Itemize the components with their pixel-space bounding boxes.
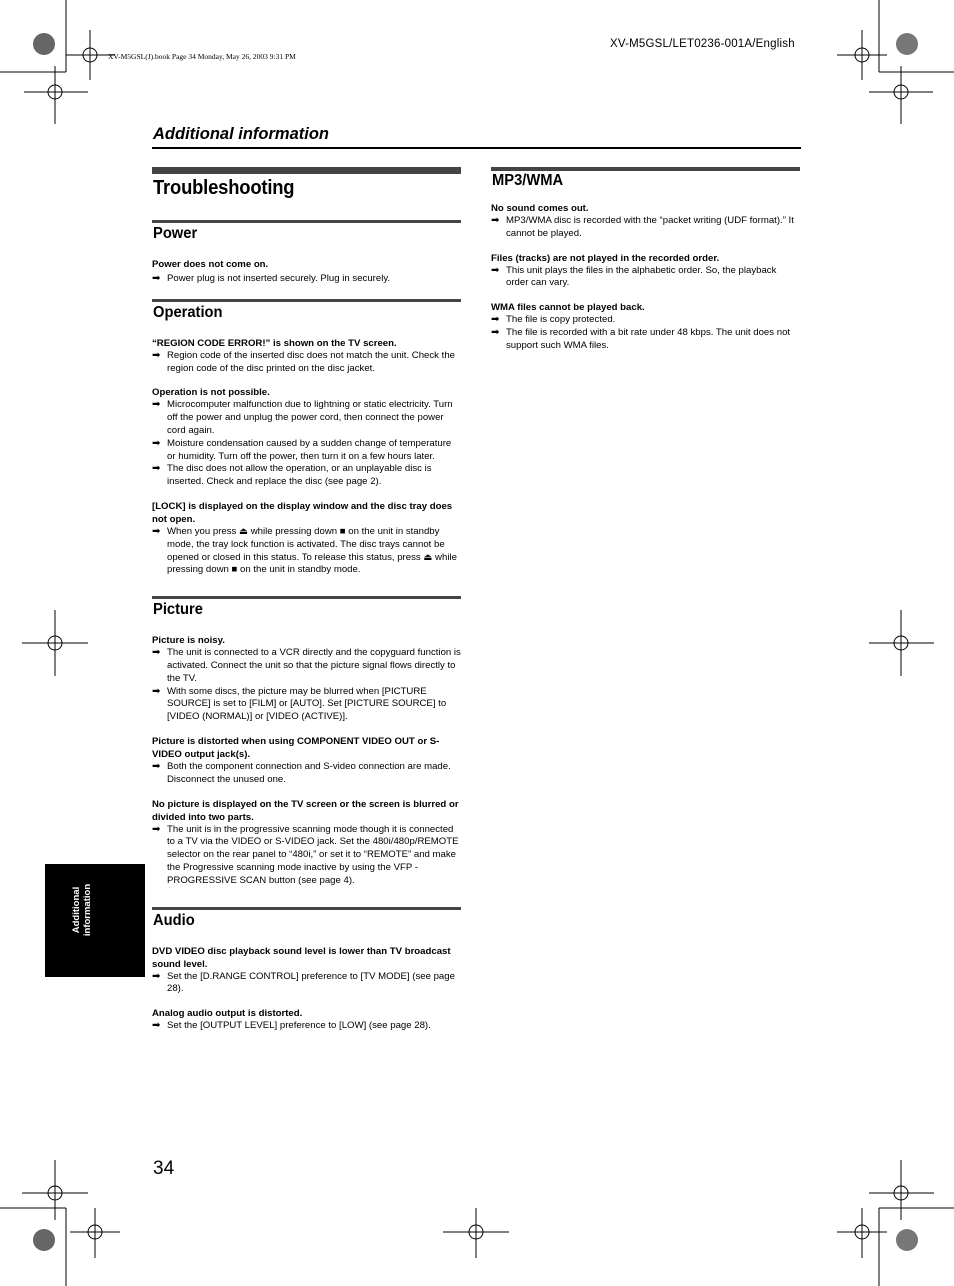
section-heading: Operation <box>153 303 223 321</box>
qa-item <box>152 1007 461 1033</box>
question: DVD VIDEO disc playback sound level is lower than TV broadcast sound level. <box>152 945 451 970</box>
section-bar <box>152 596 461 599</box>
qa-item <box>152 798 461 888</box>
arrow-icon: ➡ <box>152 823 161 835</box>
section-heading: Audio <box>153 911 195 929</box>
section-power <box>152 220 461 286</box>
question: Files (tracks) are not played in the recorded order. <box>491 252 720 264</box>
question: No picture is displayed on the TV screen or the screen is blurred or divided into two parts. <box>152 798 459 823</box>
qa-item <box>152 735 461 787</box>
qa-item <box>491 252 800 291</box>
question: “REGION CODE ERROR!” is shown on the TV screen. <box>152 337 397 349</box>
qa-item <box>152 945 461 997</box>
answer: ➡ The file is recorded with a bit rate under 48 kbps. The unit does not support such WMA files. <box>491 326 791 351</box>
left-column <box>152 167 461 1033</box>
arrow-icon: ➡ <box>152 970 161 982</box>
question: [LOCK] is displayed on the display window and the disc tray does not open. <box>152 500 453 525</box>
title-bar <box>152 167 461 174</box>
arrow-icon: ➡ <box>152 760 161 772</box>
qa-item <box>152 258 461 286</box>
answer: ➡ Both the component connection and S-video connection are made. Disconnect the unused one. <box>152 760 451 785</box>
answer: ➡ The disc does not allow the operation, or an unplayable disc is inserted. Check and replace the disc (see page 2). <box>152 463 432 488</box>
arrow-icon: ➡ <box>152 685 161 697</box>
arrow-icon: ➡ <box>152 463 161 475</box>
arrow-icon: ➡ <box>152 1020 161 1032</box>
question: Picture is noisy. <box>152 635 225 647</box>
qa-item <box>491 202 800 241</box>
qa-item <box>152 386 461 489</box>
arrow-icon: ➡ <box>152 437 161 449</box>
arrow-icon: ➡ <box>152 349 161 361</box>
answer: ➡ Set the [D.RANGE CONTROL] preference to [TV MODE] (see page 28). <box>152 970 455 995</box>
header-rule <box>152 147 801 149</box>
arrow-icon: ➡ <box>491 264 500 276</box>
section-audio <box>152 907 461 1033</box>
answer: ➡ Microcomputer malfunction due to lightning or static electricity. Turn off the power and unplug the power cord, then connect the power cord again. <box>152 399 453 436</box>
qa-item <box>152 337 461 376</box>
arrow-icon: ➡ <box>152 273 161 284</box>
arrow-icon: ➡ <box>152 525 161 537</box>
question: Picture is distorted when using COMPONENT VIDEO OUT or S-VIDEO output jack(s). <box>152 735 440 760</box>
document-id: XV-M5GSL/LET0236-001A/English <box>610 38 795 50</box>
arrow-icon: ➡ <box>491 326 500 338</box>
answer: ➡ When you press ⏏ while pressing down ■ on the unit in standby mode, the tray lock function is activated. The disc trays cannot be opened or closed in this status. To release this status, press ⏏ while pressing down ■ on the unit in standby mode. <box>152 525 457 576</box>
book-info: XV-M5GSL(J).book Page 34 Monday, May 26, 2003 9:31 PM <box>108 52 296 61</box>
question: WMA files cannot be played back. <box>491 302 645 314</box>
answer: ➡ Power plug is not inserted securely. Plug in securely. <box>152 273 391 284</box>
arrow-icon: ➡ <box>152 647 161 659</box>
section-heading: Picture <box>153 601 203 619</box>
section-bar <box>152 299 461 302</box>
answer: ➡ Region code of the inserted disc does not match the unit. Check the region code of the disc printed on the disc jacket. <box>152 349 455 374</box>
section-bar <box>152 220 461 223</box>
page-number: 34 <box>153 1158 175 1179</box>
question: No sound comes out. <box>491 203 589 214</box>
answer: ➡ With some discs, the picture may be blurred when [PICTURE SOURCE] is set to [FILM] or [AUTO]. Set [PICTURE SOURCE] to [VIDEO (NORMAL)] or [VIDEO (ACTIVE)]. <box>152 685 447 723</box>
section-heading: MP3/WMA <box>492 172 564 189</box>
side-tab-label: Additional information <box>71 883 93 937</box>
answer: ➡ Set the [OUTPUT LEVEL] preference to [LOW] (see page 28). <box>152 1020 431 1032</box>
qa-item <box>491 301 800 352</box>
section-operation <box>152 299 461 577</box>
arrow-icon: ➡ <box>491 314 500 326</box>
section-heading: Power <box>153 225 198 242</box>
answer: ➡ The unit is connected to a VCR directly and the copyguard function is activated. Connect the unit so that the picture signal flows directly to the TV. <box>152 647 461 684</box>
question: Operation is not possible. <box>152 387 270 399</box>
question: Analog audio output is distorted. <box>152 1008 303 1020</box>
section-label: Additional information <box>153 125 329 143</box>
question: Power does not come on. <box>152 259 269 270</box>
qa-item <box>152 500 461 577</box>
section-picture <box>152 596 461 887</box>
right-column <box>491 167 800 353</box>
answer: ➡ This unit plays the files in the alphabetic order. So, the playback order can vary. <box>491 264 777 289</box>
answer: ➡ Moisture condensation caused by a sudden change of temperature or humidity. Turn off the power, then turn it on a few hours later. <box>152 437 452 462</box>
page-title: Troubleshooting <box>153 177 295 199</box>
answer: ➡ MP3/WMA disc is recorded with the “packet writing (UDF format).” It cannot be played. <box>491 215 794 239</box>
section-bar <box>491 167 800 171</box>
arrow-icon: ➡ <box>152 399 161 411</box>
section-bar <box>152 907 461 910</box>
arrow-icon: ➡ <box>491 215 500 226</box>
answer: ➡ The file is copy protected. <box>491 314 616 326</box>
side-tab <box>45 864 145 977</box>
qa-item <box>152 634 461 724</box>
answer: ➡ The unit is in the progressive scanning mode though it is connected to a TV via the VIDEO or S-VIDEO jack. Set the 480i/480p/REMOTE selector on the rear panel to “480i,” or set it to “REMOTE” and make the Progressive scanning mode inactive by using the VFP - PROGRESSIVE SCAN button (see page 4). <box>152 823 459 886</box>
